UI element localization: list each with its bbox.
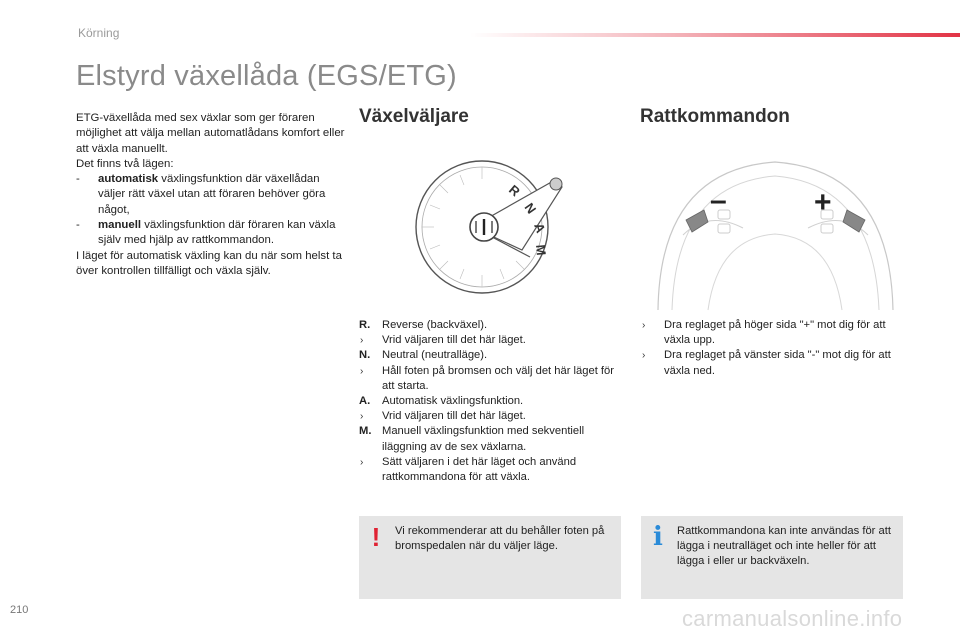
dial-letter-n: N [521,200,540,217]
wheel-heading: Rattkommandon [640,106,790,127]
intro-mode-item [76,218,346,249]
mode-description: växlingsfunktion där växellådan väljer rätt växel utan att föraren behöver göra något, [98,173,326,216]
mode-description: växlingsfunktion där föraren kan växla själv med hjälp av rattkommandon. [98,219,336,247]
info-note [641,516,903,599]
dial-letter-r: R [506,181,523,200]
dial-letter-m: M [533,243,549,257]
item-text: Sätt väljaren i det här läget och använd rattkommandona för att växla. [382,455,577,484]
position-marker: N. [359,349,371,362]
section-label: Körning [78,26,120,40]
intro-modes-lead: Det finns två lägen: [76,157,174,170]
list-item [359,409,621,424]
list-item [359,348,621,363]
intro-override-note: I läget för automatisk växling kan du när som helst ta över kontrollen tillfälligt och växla själv. [76,249,342,277]
mode-name: manuell [98,219,142,232]
bullet-icon: › [642,320,646,331]
list-dash: - [76,173,80,186]
page-title: Elstyrd växellåda (EGS/ETG) [76,60,457,92]
bullet-icon: › [360,456,364,468]
watermark: carmanualsonline.info [682,606,903,631]
item-text: Dra reglaget på vänster sida "-" mot dig för att växla ned. [664,349,891,377]
list-item [359,455,621,485]
intro-paragraph: ETG-växellåda med sex växlar som ger föraren möjlighet att välja mellan automatlådans komfort eller att växla manuellt. [76,112,345,155]
bullet-icon: › [360,335,364,347]
position-marker: R. [359,319,371,331]
minus-label: – [710,184,727,217]
selector-heading: Växelväljare [359,106,469,127]
mode-name: automatisk [98,173,159,186]
position-marker: A. [359,395,371,408]
list-item [359,424,621,454]
plus-label: + [814,186,832,219]
intro-mode-item [76,172,346,218]
item-text: Automatisk växlingsfunktion. [382,395,524,408]
list-item [359,333,621,348]
warning-icon: ! [371,522,381,552]
info-icon: i [653,522,663,552]
warning-text: Vi rekommenderar att du behåller foten på bromspedalen när du väljer läge. [395,525,605,553]
list-item [359,364,621,394]
item-text: Manuell växlingsfunktion med sekventiell iläggning av de sex växlarna. [382,425,585,453]
list-item [359,318,621,333]
intro-text [76,111,346,279]
steering-wheel-illustration [648,150,903,315]
gear-selector-illustration [410,155,570,305]
item-text: Vrid väljaren till det här läget. [382,334,526,347]
list-item [641,318,903,348]
header-accent-bar [470,33,960,37]
selector-description-list [359,318,621,485]
list-item [359,394,621,409]
wheel-description-list [641,318,903,379]
item-text: Dra reglaget på höger sida "+" mot dig för att växla upp. [664,319,886,347]
bullet-icon: › [360,411,364,423]
list-dash: - [76,219,80,232]
bullet-icon: › [360,365,364,377]
item-text: Håll foten på bromsen och välj det här läget för att starta. [382,364,614,392]
list-item [641,348,903,378]
page-number: 210 [10,604,29,616]
dial-letter-a: A [531,220,549,235]
bullet-icon: › [642,350,646,362]
item-text: Neutral (neutralläge). [382,349,488,362]
warning-note [359,516,621,599]
item-text: Reverse (backväxel). [382,319,488,331]
position-marker: M. [359,425,372,438]
info-text: Rattkommandona kan inte användas för att lägga i neutralläget och inte heller för att lägga i eller ur backväxeln. [677,525,891,568]
item-text: Vrid väljaren till det här läget. [382,410,526,423]
